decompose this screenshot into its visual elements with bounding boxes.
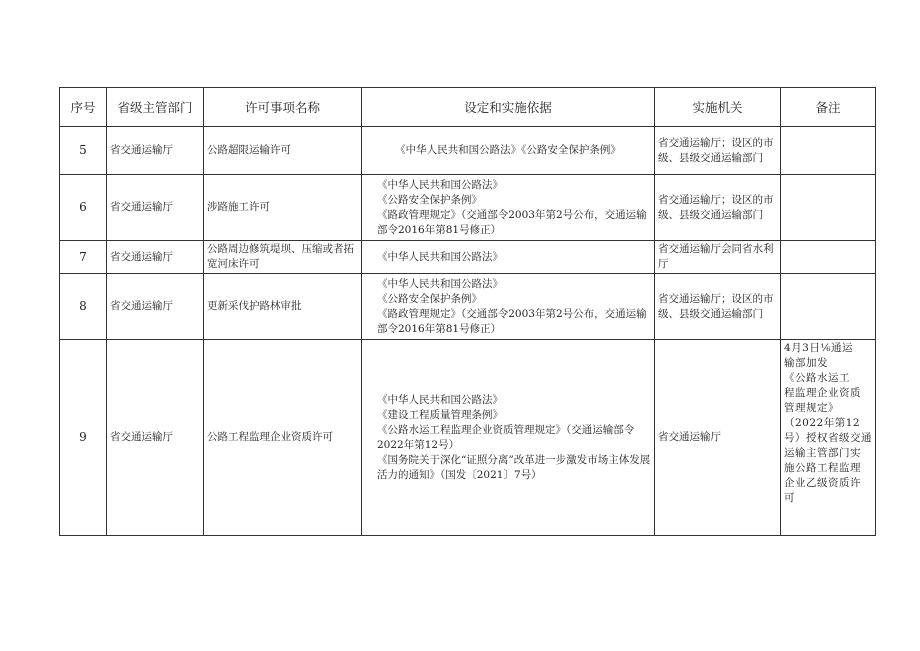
table-row: [60, 241, 876, 274]
row-no: 6: [60, 175, 107, 241]
row-agency: 省交通运输厅；设区的市级、县级交通运输部门: [655, 127, 781, 175]
row-item: 涉路施工许可: [204, 175, 362, 241]
row-item: 公路周边修筑堤坝、压缩或者拓宽河床许可: [204, 241, 362, 274]
row-basis: [362, 274, 655, 340]
row-item: 公路超限运输许可: [204, 127, 362, 175]
row-no: 5: [60, 127, 107, 175]
basis-line: 《建设工程质量管理条例》: [377, 408, 503, 421]
basis-line: 《中华人民共和国公路法》: [377, 393, 503, 406]
row-remark: [781, 175, 876, 241]
basis-line: 《公路水运工程监理企业资质管理规定》（交通运输部令2022年第12号）: [377, 423, 635, 451]
permit-table: [59, 87, 876, 536]
header-no: 序号: [60, 88, 107, 127]
row-no: 8: [60, 274, 107, 340]
row-remark: [781, 127, 876, 175]
basis-line: 《中华人民共和国公路法》: [377, 277, 503, 290]
header-item: 许可事项名称: [204, 88, 362, 127]
header-row: [60, 88, 876, 127]
row-dept: 省交通运输厅: [107, 175, 204, 241]
basis-line: 《中华人民共和国公路法》: [377, 250, 503, 263]
header-dept: 省级主管部门: [107, 88, 204, 127]
row-item: 更新采伐护路林审批: [204, 274, 362, 340]
header-basis: 设定和实施依据: [362, 88, 655, 127]
row-basis: [362, 127, 655, 175]
row-remark: [781, 241, 876, 274]
row-dept: 省交通运输厅: [107, 340, 204, 536]
basis-line: 《国务院关于深化“证照分离”改革进一步激发市场主体发展活力的通知》（国发〔2021〕7号）: [377, 453, 651, 481]
row-dept: 省交通运输厅: [107, 241, 204, 274]
row-remark: [781, 274, 876, 340]
row-basis: [362, 241, 655, 274]
row-dept: 省交通运输厅: [107, 127, 204, 175]
basis-line: 《公路安全保护条例》: [377, 193, 482, 206]
row-agency: 省交通运输厅会同省水利厅: [655, 241, 781, 274]
row-no: 9: [60, 340, 107, 536]
header-remark: 备注: [781, 88, 876, 127]
basis-line: 《中华人民共和国公路法》《公路安全保护条例》: [395, 144, 621, 156]
row-no: 7: [60, 241, 107, 274]
table-row: [60, 175, 876, 241]
table-row: [60, 127, 876, 175]
row-agency: 省交通运输厅；设区的市级、县级交通运输部门: [655, 175, 781, 241]
table-row: [60, 274, 876, 340]
basis-line: 《中华人民共和国公路法》: [377, 178, 503, 191]
remark-text: 4月3日⅙通运 输部加发 《公路水运工 程监理企业资质 管理规定》 （2022年第12 号）授权省级交通 运输主管部门实 施公路工程监理 企业乙级资质许 可: [784, 342, 872, 504]
row-basis: [362, 175, 655, 241]
header-agency: 实施机关: [655, 88, 781, 127]
basis-line: 《公路安全保护条例》: [377, 292, 482, 305]
row-dept: 省交通运输厅: [107, 274, 204, 340]
row-agency: 省交通运输厅: [655, 340, 781, 536]
row-item: 公路工程监理企业资质许可: [204, 340, 362, 536]
basis-line: 《路政管理规定》（交通部令2003年第2号公布，交通运输部令2016年第81号修正）: [377, 307, 647, 335]
table-row: [60, 340, 876, 536]
row-basis: [362, 340, 655, 536]
basis-line: 《路政管理规定》（交通部令2003年第2号公布，交通运输部令2016年第81号修正）: [377, 208, 647, 236]
row-agency: 省交通运输厅；设区的市级、县级交通运输部门: [655, 274, 781, 340]
row-remark: [781, 340, 876, 536]
